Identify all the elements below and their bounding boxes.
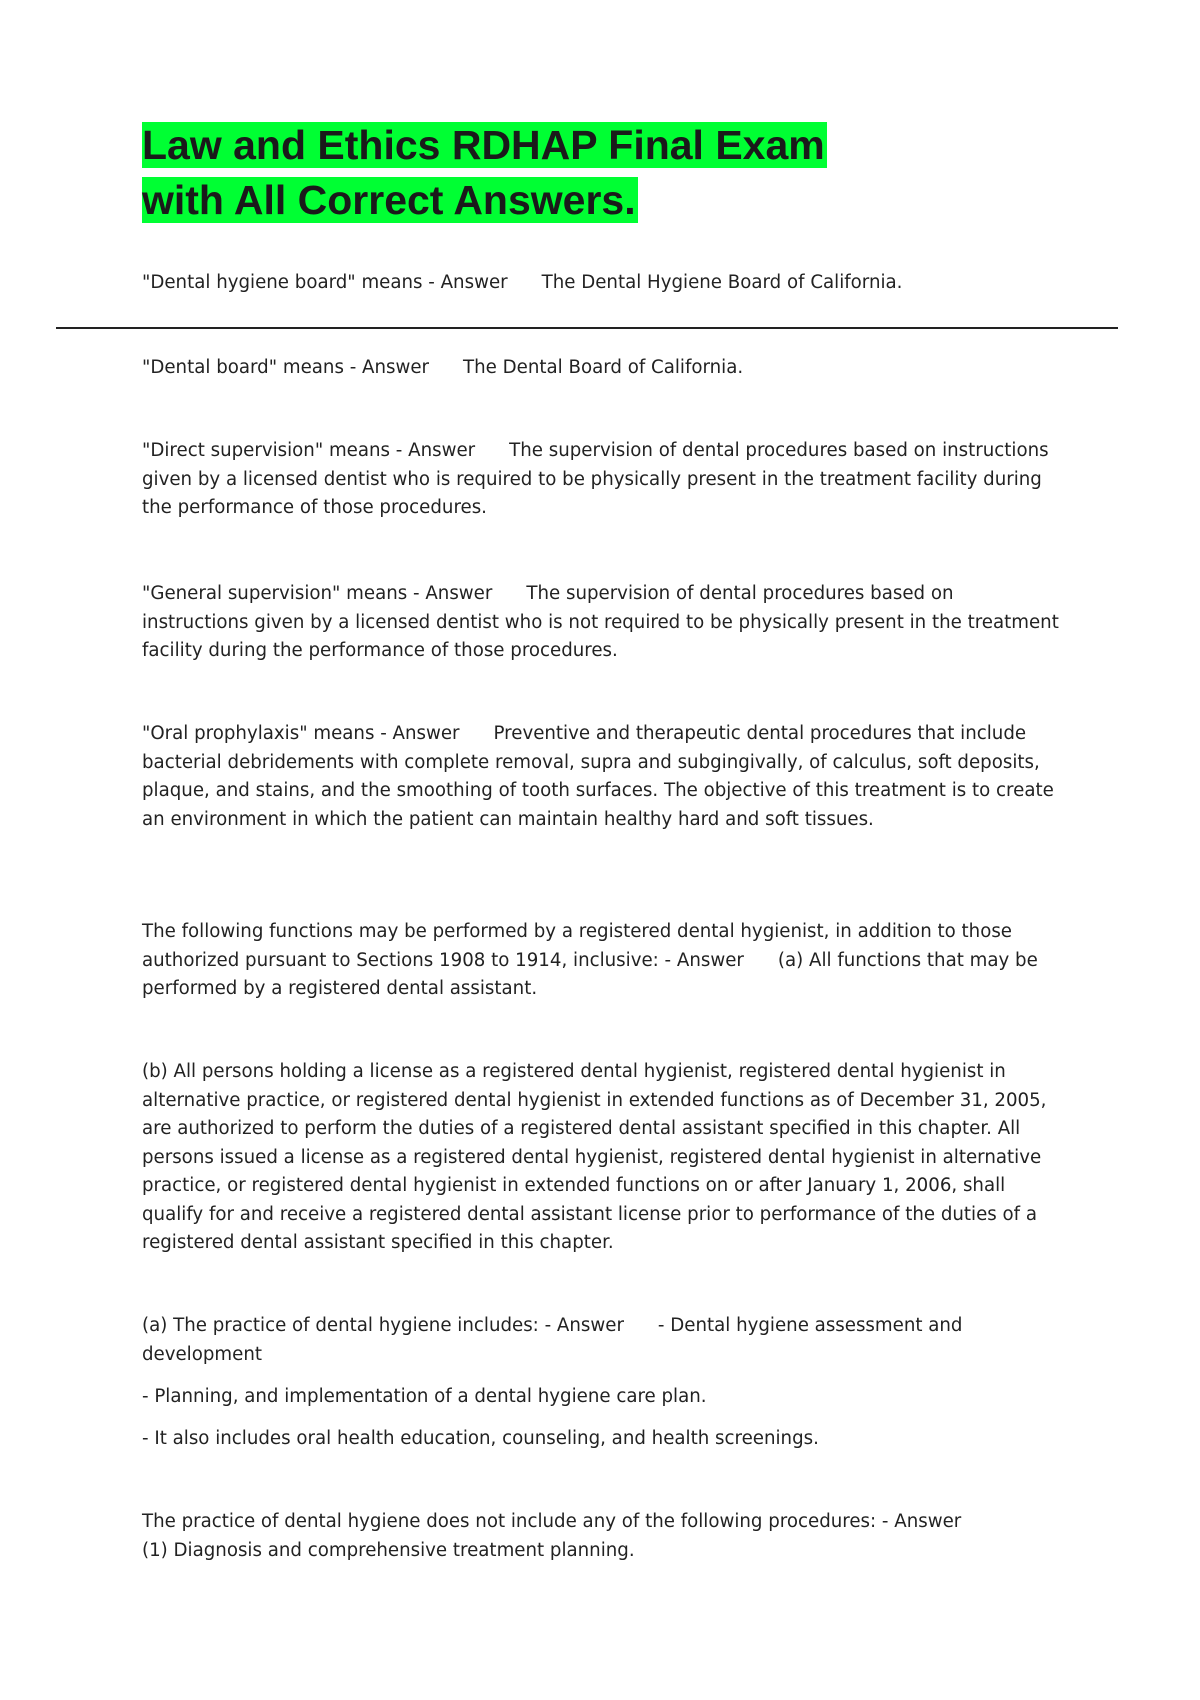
exclusion-item: (1) Diagnosis and comprehensive treatment planning. xyxy=(142,1540,635,1561)
qa-entry xyxy=(142,580,1062,666)
paragraph-b: (b) All persons holding a license as a registered dental hygienist, registered dental hygienist in alternative practice, or registered dental hygienist in extended functions as of December 31, 2005, are authorized to perform the duties of a registered dental assistant specified in this chapter. All persons issued a license as a registered dental hygienist, registered dental hygienist in alternative practice, or registered dental hygienist in extended functions on or after January 1, 2006, shall qualify for and receive a registered dental assistant license prior to performance of the duties of a registered dental assistant specified in this chapter. xyxy=(142,1061,1047,1253)
question-text: (a) The practice of dental hygiene includes: - Answer xyxy=(142,1315,624,1336)
question-text: The following functions may be performed by a registered dental hygienist, in addition to those authorized pursuant to Sections 1908 to 1914, inclusive: - Answer xyxy=(142,921,1012,971)
answer-text: The Dental Board of California. xyxy=(463,357,744,378)
question-text: "Dental board" means - Answer xyxy=(142,357,430,378)
answer-text: The supervision of dental procedures based on instructions given by a licensed dentist who is required to be physically present in the treatment facility during the performance of those procedures. xyxy=(142,440,1049,518)
qa-entry xyxy=(142,437,1062,523)
qa-entry xyxy=(142,1312,1062,1369)
qa-entry xyxy=(142,720,1062,834)
question-text: "Dental hygiene board" means - Answer xyxy=(142,272,508,293)
practice-line: - Planning, and implementation of a dental hygiene care plan. xyxy=(142,1386,707,1407)
document-title xyxy=(142,118,827,228)
answer-text: Preventive and therapeutic dental procedures that include bacterial debridements with complete removal, supra and subgingivally, of calculus, soft deposits, plaque, and stains, and the smoothing of tooth surfaces. The objective of this treatment is to create an environment in which the patient can maintain healthy hard and soft tissues. xyxy=(142,723,1054,830)
title-line-1: Law and Ethics RDHAP Final Exam xyxy=(142,122,825,168)
title-line-2: with All Correct Answers. xyxy=(142,177,636,223)
question-text: "Direct supervision" means - Answer xyxy=(142,440,476,461)
question-text: "Oral prophylaxis" means - Answer xyxy=(142,723,460,744)
answer-text: The supervision of dental procedures based on instructions given by a licensed dentist who is not required to be physically present in the treatment facility during the performance of those procedures. xyxy=(142,583,1059,661)
question-text: "General supervision" means - Answer xyxy=(142,583,493,604)
answer-text: The Dental Hygiene Board of California. xyxy=(541,272,903,293)
exclusions-question: The practice of dental hygiene does not include any of the following procedures: - Answer xyxy=(142,1511,962,1532)
qa-entry xyxy=(142,354,1062,383)
practice-line: - It also includes oral health education, counseling, and health screenings. xyxy=(142,1428,819,1449)
answer-text: - Dental hygiene assessment and development xyxy=(142,1315,963,1365)
horizontal-divider xyxy=(56,327,1118,329)
qa-entry xyxy=(142,918,1062,1004)
answer-text: (a) All functions that may be performed by a registered dental assistant. xyxy=(142,949,1038,999)
qa-entry xyxy=(142,269,1062,298)
